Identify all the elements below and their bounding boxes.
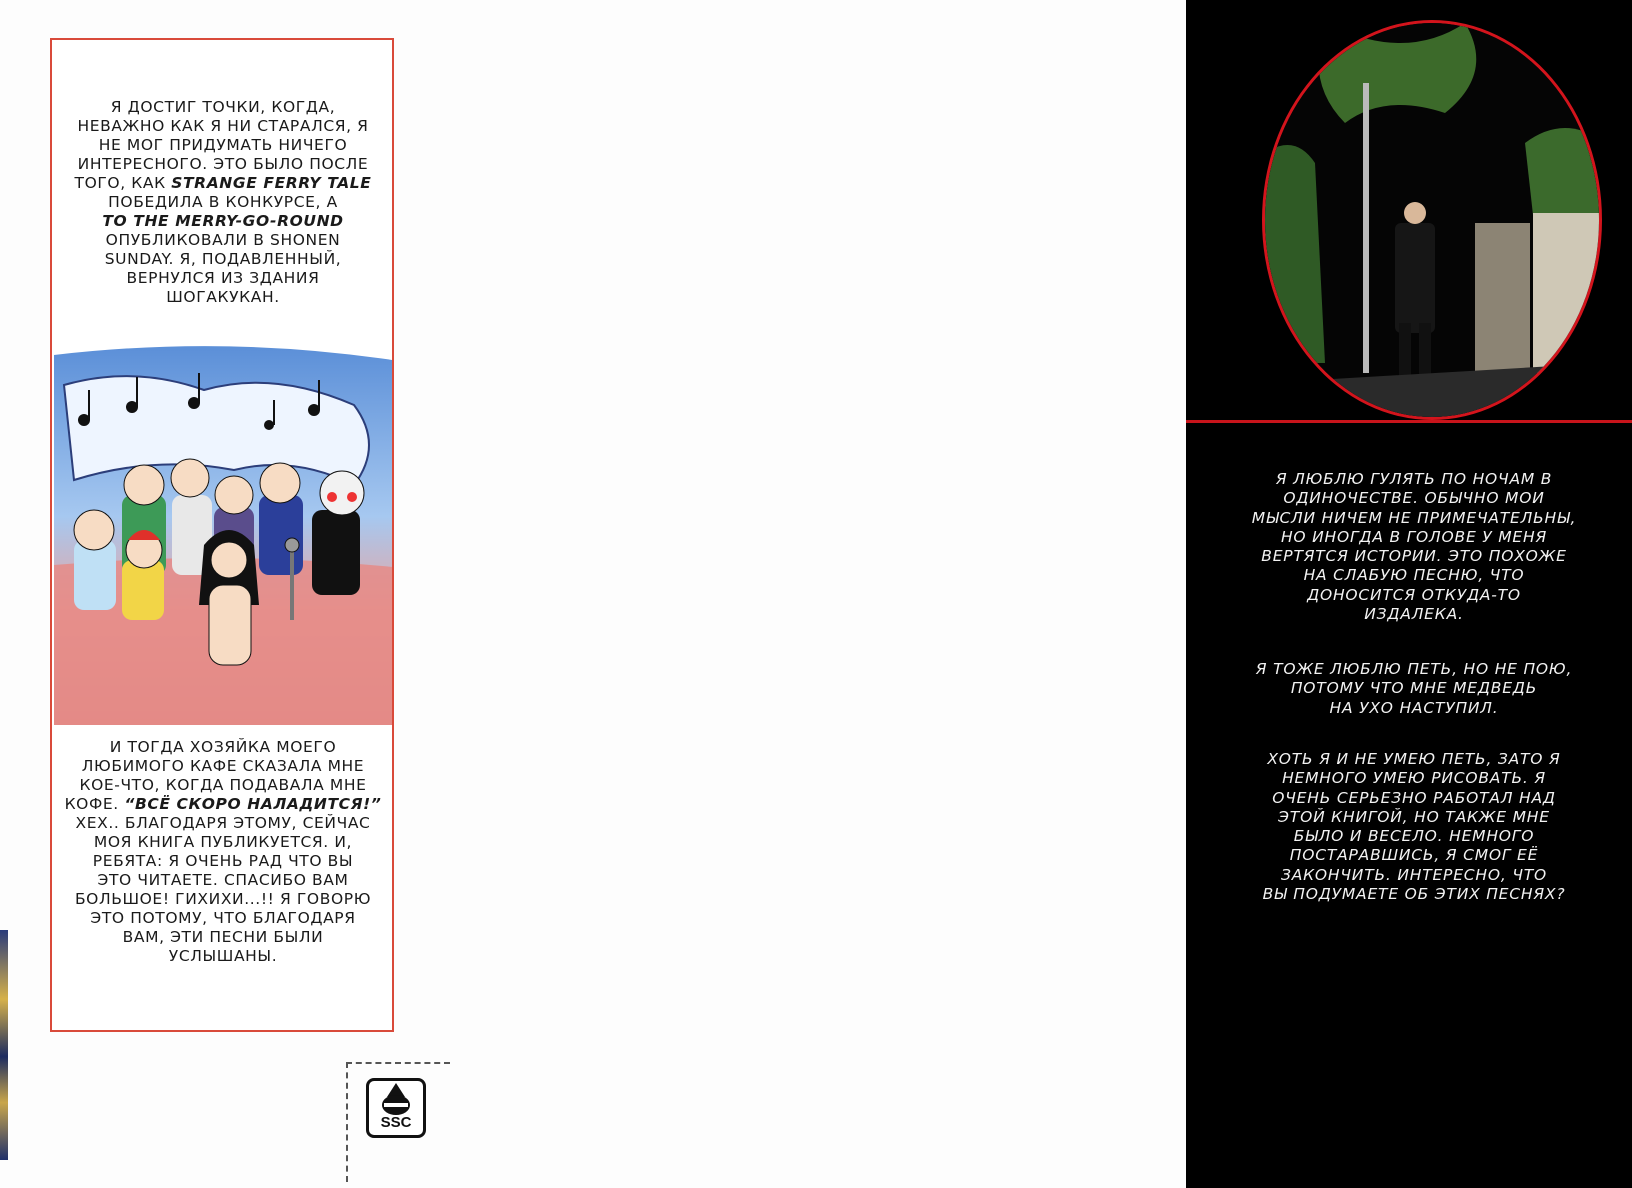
- comic-illustration: [54, 345, 392, 725]
- red-divider-line: [1186, 420, 1632, 423]
- quote-everything-will-be-fine: “ВСЁ СКОРО НАЛАДИТСЯ!”: [124, 795, 382, 813]
- night-street-photo-icon: [1265, 23, 1602, 420]
- author-note-top-text: Я ДОСТИГ ТОЧКИ, КОГДА, НЕВАЖНО КАК Я НИ СТАРАЛСЯ, Я НЕ МОГ ПРИДУМАТЬ НИЧЕГО ИНТЕРЕСНОГО. ЭТО БЫЛО ПОСЛЕ ТОГО, КАК STRANGE FERRY TALE ПОБЕДИЛА В КОНКУРСЕ, А TO THE MERRY-GO-ROUND ОПУБЛИКОВАЛИ В SHONEN SUNDAY. Я, ПОДАВЛЕННЫЙ, ВЕРНУЛСЯ ИЗ ЗДАНИЯ ШОГАКУКАН.: [74, 98, 372, 306]
- page-edge-artwork: [0, 930, 8, 1160]
- afterword-paragraph-3: ХОТЬ Я И НЕ УМЕЮ ПЕТЬ, ЗАТО Я НЕМНОГО УМЕЮ РИСОВАТЬ. Я ОЧЕНЬ СЕРЬЕЗНО РАБОТАЛ НАД ЭТОЙ КНИГОЙ, НО ТАКЖЕ МНЕ БЫЛО И ВЕСЕЛО. НЕМНОГО ПОСТАРАВШИСЬ, Я СМОГ ЕЁ ЗАКОНЧИТЬ. ИНТЕРЕСНО, ЧТО ВЫ ПОДУМАЕТЕ ОБ ЭТИХ ПЕСНЯХ?: [1262, 750, 1566, 904]
- author-note-bottom-text: И ТОГДА ХОЗЯЙКА МОЕГО ЛЮБИМОГО КАФЕ СКАЗАЛА МНЕ КОЕ-ЧТО, КОГДА ПОДАВАЛА МНЕ КОФЕ. “ВСЁ СКОРО НАЛАДИТСЯ!” ХЕХ.. БЛАГОДАРЯ ЭТОМУ, СЕЙЧАС МОЯ КНИГА ПУБЛИКУЕТСЯ. И, РЕБЯТА: Я ОЧЕНЬ РАД ЧТО ВЫ ЭТО ЧИТАЕТЕ. СПАСИБО ВАМ БОЛЬШОЕ! ГИХИХИ...!! Я ГОВОРЮ ЭТО ПОТОМУ, ЧТО БЛАГОДАРЯ ВАМ, ЭТИ ПЕСНИ БЫЛИ УСЛЫШАНЫ.: [64, 738, 382, 965]
- title-strange-ferry-tale: STRANGE FERRY TALE: [171, 174, 372, 192]
- afterword-paragraph-2: Я ТОЖЕ ЛЮБЛЮ ПЕТЬ, НО НЕ ПОЮ, ПОТОМУ ЧТО МНЕ МЕДВЕДЬ НА УХО НАСТУПИЛ.: [1255, 660, 1573, 717]
- title-merry-go-round: TO THE MERRY-GO-ROUND: [102, 212, 344, 230]
- author-night-photo: [1262, 20, 1602, 420]
- afterword-paragraph-1: Я ЛЮБЛЮ ГУЛЯТЬ ПО НОЧАМ В ОДИНОЧЕСТВЕ. ОБЫЧНО МОИ МЫСЛИ НИЧЕМ НЕ ПРИМЕЧАТЕЛЬНЫ, НО ИНОГДА В ГОЛОВЕ У МЕНЯ ВЕРТЯТСЯ ИСТОРИИ. ЭТО ПОХОЖЕ НА СЛАБУЮ ПЕСНЮ, ЧТО ДОНОСИТСЯ ОТКУДА-ТО ИЗДАЛЕКА.: [1251, 470, 1577, 624]
- ssc-logo: SSC: [366, 1078, 426, 1138]
